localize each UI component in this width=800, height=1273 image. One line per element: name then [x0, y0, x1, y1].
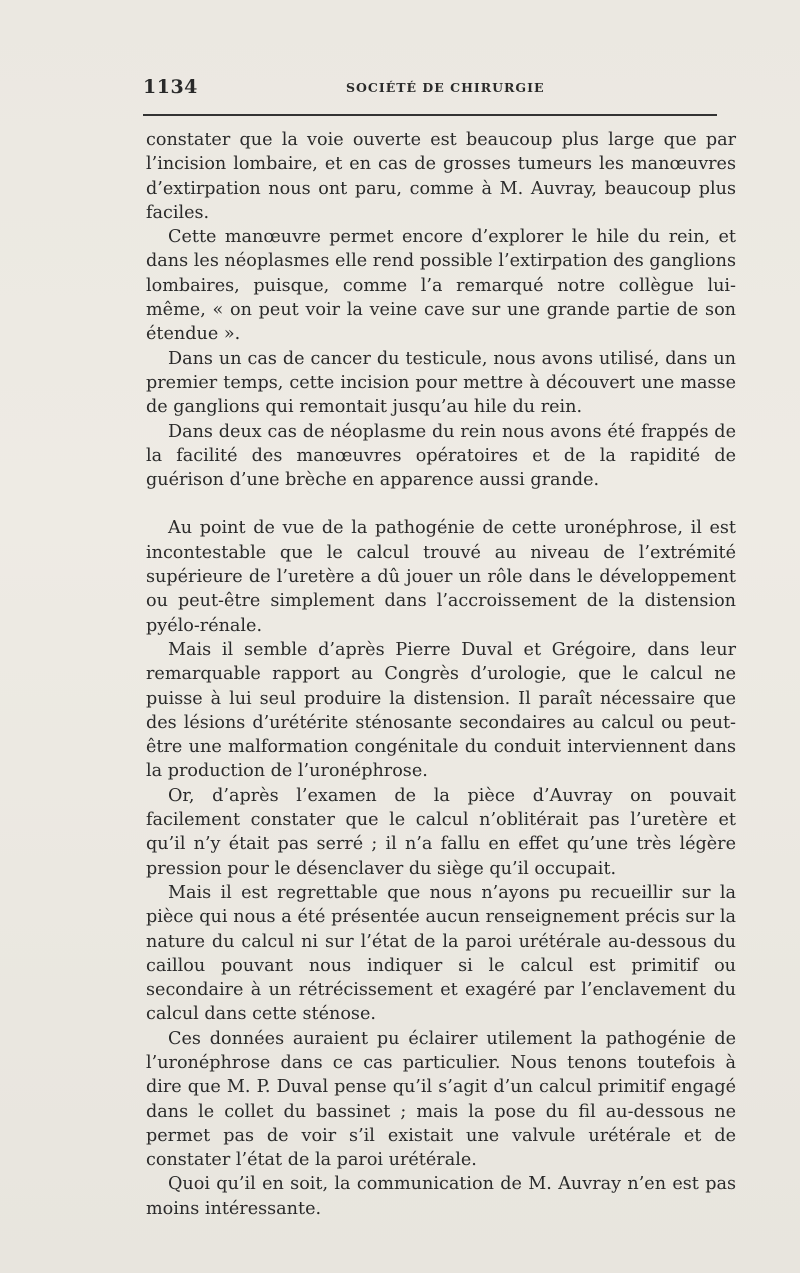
paragraph: Or, d’après l’examen de la pièce d’Auvray on pouvait facilement constater que le calcul n’oblitérait pas l’uretère et qu’il n’y était pas serré ; il n’a fallu en effet qu’une très légère pression pour le désenclaver du siège qu’il occupait. [146, 785, 736, 879]
paragraph-continued: constater que la voie ouverte est beaucoup plus large que par l’incision lombaire, et en cas de grosses tumeurs les manœuvres d’extirpation nous ont paru, comme à M. Auvray, beaucoup plus faciles. [146, 130, 736, 223]
paragraph: Mais il semble d’après Pierre Duval et Grégoire, dans leur remarquable rapport au Congrès d’urologie, que le calcul ne puisse à lui seul produire la distension. Il paraît nécessaire que des lésions d’urétérite sténosante secondaires au calcul ou peut-être une malformation congénitale du conduit interviennent dans la production de l’uronéphrose. [146, 639, 736, 782]
paragraph: Au point de vue de la pathogénie de cette uronéphrose, il est incontestable que le calcul trouvé au niveau de l’extrémité supérieure de l’uretère a dû jouer un rôle dans le développement ou peut-être simplement dans l’accroissement de la distension pyélo-rénale. [146, 518, 736, 636]
section-gap [146, 492, 736, 516]
running-title: SOCIÉTÉ DE CHIRURGIE [346, 80, 545, 95]
header-rule [143, 114, 717, 116]
paragraph: Mais il est regrettable que nous n’ayons pu recueillir sur la pièce qui nous a été présentée aucun renseignement précis sur la nature du calcul ni sur l’état de la paroi urétérale au-dessous du caillou pouvant nous indiquer si le calcul est primitif ou secondaire à un rétrécissement et exagéré par l’enclavement du calcul dans cette sténose. [146, 882, 736, 1025]
page-number: 1134 [143, 76, 198, 98]
paragraph: Dans un cas de cancer du testicule, nous avons utilisé, dans un premier temps, cette incision pour mettre à découvert une masse de ganglions qui remontait jusqu’au hile du rein. [146, 348, 736, 418]
body-text [146, 128, 736, 1221]
paragraph: Ces données auraient pu éclairer utilement la pathogénie de l’uronéphrose dans ce cas particulier. Nous tenons toutefois à dire que M. P. Duval pense qu’il s’agit d’un calcul primitif engagé dans le collet du bassinet ; mais la pose du fil au-dessous ne permet pas de voir s’il existait une valvule urétérale et de constater l’état de la paroi urétérale. [146, 1028, 736, 1171]
paragraph: Dans deux cas de néoplasme du rein nous avons été frappés de la facilité des manœuvres opératoires et de la rapidité de guérison d’une brèche en apparence aussi grande. [146, 421, 736, 491]
page-header [143, 76, 717, 100]
paragraph: Cette manœuvre permet encore d’explorer le hile du rein, et dans les néoplasmes elle rend possible l’extirpation des ganglions lombaires, puisque, comme l’a remarqué notre collègue lui-même, « on peut voir la veine cave sur une grande partie de son étendue ». [146, 227, 736, 345]
paragraph: Quoi qu’il en soit, la communication de M. Auvray n’en est pas moins intéressante. [146, 1174, 736, 1219]
